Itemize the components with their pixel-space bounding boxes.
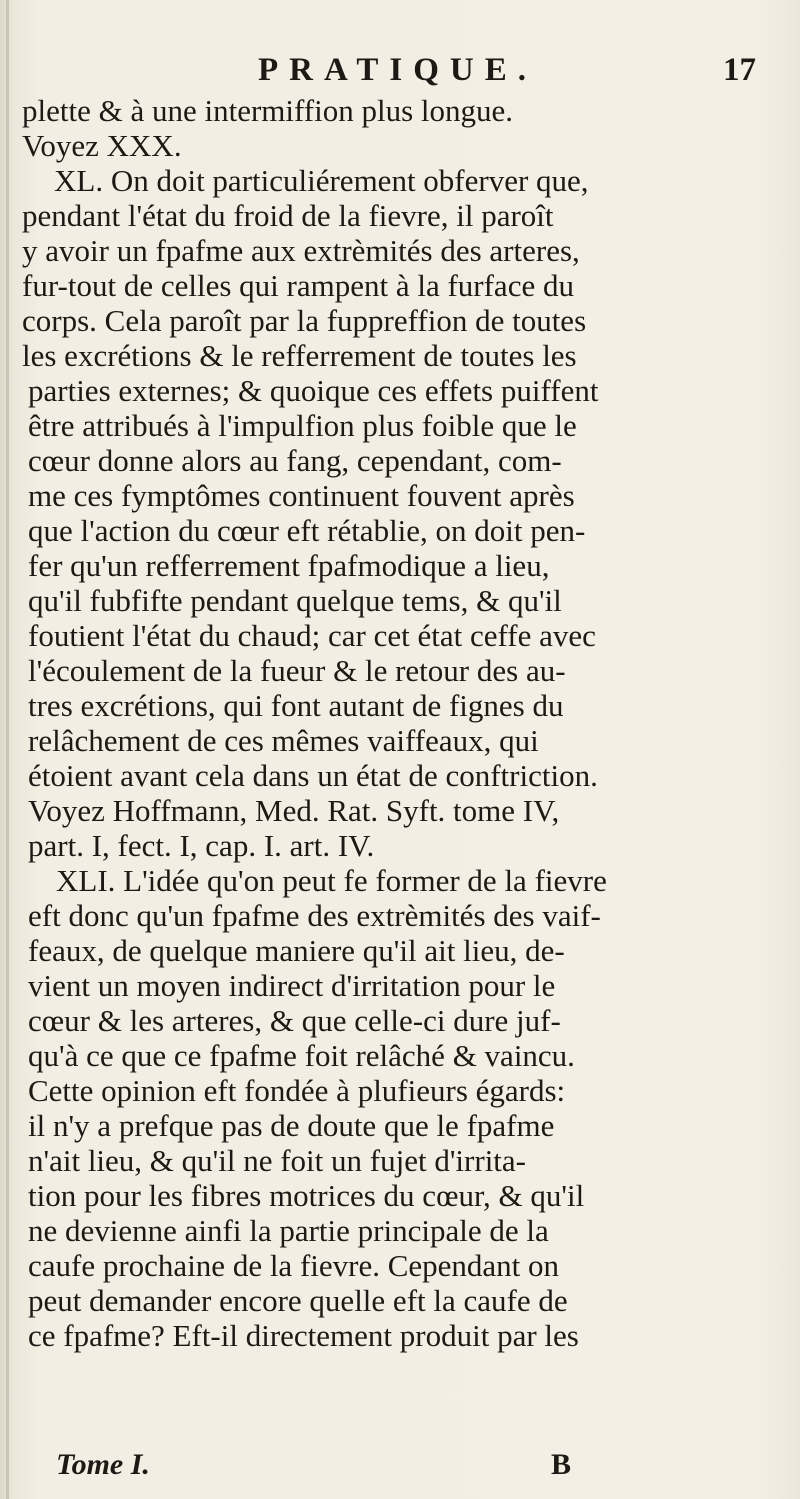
text-line: XL. On doit particuliérement obferver que, [54, 163, 589, 198]
text-line: eft donc qu'un fpafme des extrèmités des vaif- [28, 898, 601, 933]
text-line: pendant l'état du froid de la fievre, il paroît [22, 198, 554, 233]
text-line: peut demander encore quelle eft la caufe de [28, 1283, 568, 1318]
text-line: vient un moyen indirect d'irritation pour le [28, 968, 556, 1003]
text-line: plette & à une intermiffion plus longue. [22, 93, 514, 128]
text-line: foutient l'état du chaud; car cet état ceffe avec [28, 618, 596, 653]
text-line: cœur donne alors au fang, cependant, com- [28, 443, 562, 478]
text-line: corps. Cela paroît par la fuppreffion de toutes [22, 303, 587, 338]
text-line: que l'action du cœur eft rétablie, on doit pen- [28, 513, 586, 548]
text-line: XLI. L'idée qu'on peut fe former de la fievre [56, 863, 607, 898]
text-line: relâchement de ces mêmes vaiffeaux, qui [28, 723, 539, 758]
text-line: qu'il fubfifte pendant quelque tems, & qu'il [28, 583, 562, 618]
text-line: caufe prochaine de la fievre. Cependant on [28, 1248, 560, 1283]
page-number: 17 [723, 52, 756, 88]
text-line: tres excrétions, qui font autant de fignes du [28, 688, 564, 723]
volume-label: Tome I. [56, 1448, 150, 1481]
text-line: Cette opinion eft fondée à plufieurs égards: [28, 1073, 566, 1108]
text-line: n'ait lieu, & qu'il ne foit un fujet d'irrita- [28, 1143, 526, 1178]
text-line: part. I, fect. I, cap. I. art. IV. [28, 828, 375, 863]
page-footer [56, 1448, 756, 1488]
text-line: l'écoulement de la fueur & le retour des au- [28, 653, 566, 688]
text-line: ce fpafme? Eft-il directement produit par les [28, 1318, 579, 1353]
text-line: étoient avant cela dans un état de conftriction. [28, 758, 598, 793]
signature-mark: B [551, 1448, 572, 1481]
text-line: fer qu'un refferrement fpafmodique a lieu, [28, 548, 550, 583]
text-line: me ces fymptômes continuent fouvent après [28, 478, 575, 513]
binding-edge [6, 0, 9, 1499]
text-line: tion pour les fibres motrices du cœur, & qu'il [28, 1178, 585, 1213]
text-line: ne devienne ainfi la partie principale de la [28, 1213, 549, 1248]
text-line: Voyez Hoffmann, Med. Rat. Syft. tome IV, [28, 793, 560, 828]
text-line: parties externes; & quoique ces effets puiffent [28, 373, 599, 408]
text-line: il n'y a prefque pas de doute que le fpafme [28, 1108, 555, 1143]
text-line: cœur & les arteres, & que celle-ci dure juf- [28, 1003, 561, 1038]
text-line: être attribués à l'impulfion plus foible que le [28, 408, 577, 443]
text-line: les excrétions & le refferrement de toutes les [22, 338, 577, 373]
page-header [258, 52, 758, 92]
text-line: y avoir un fpafme aux extrèmités des arteres, [22, 233, 580, 268]
text-line: qu'à ce que ce fpafme foit relâché & vaincu. [28, 1038, 575, 1073]
text-line: feaux, de quelque maniere qu'il ait lieu, de- [28, 933, 565, 968]
text-line: fur-tout de celles qui rampent à la furface du [22, 268, 574, 303]
running-title: PRATIQUE. [258, 52, 537, 88]
text-line: Voyez XXX. [22, 128, 182, 163]
